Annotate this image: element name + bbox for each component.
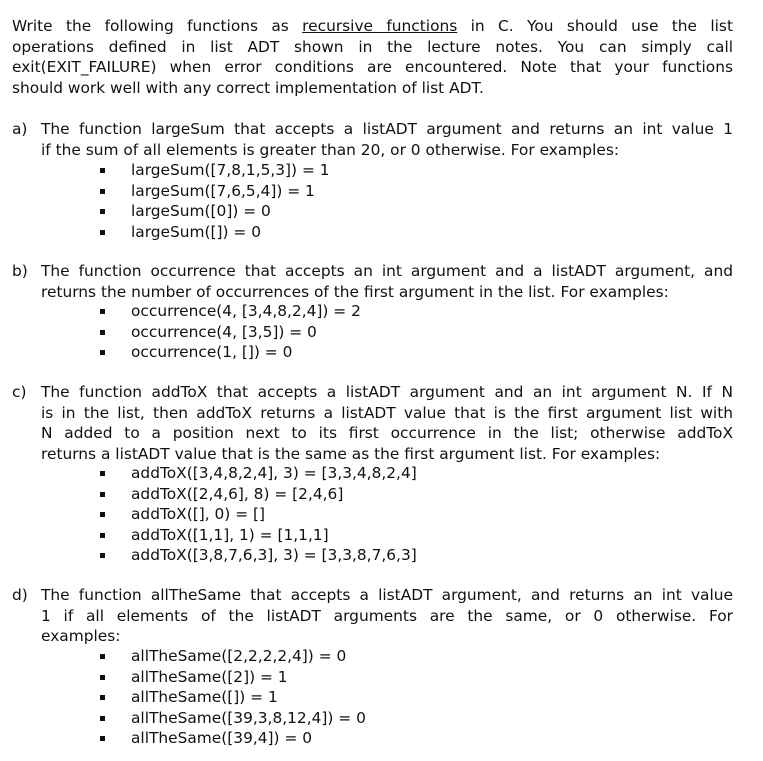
bullet-icon (100, 189, 105, 194)
bullet-icon (100, 533, 105, 538)
question-line: is in the list, then addToX returns a listADT value that is the first argument list with (41, 403, 733, 422)
question-line: 1 if all elements of the listADT arguments are the same, or 0 otherwise. For (41, 606, 733, 625)
recursive-functions-emphasis: recursive functions (302, 17, 458, 35)
bullet-icon (100, 553, 105, 558)
question-line: examples: (41, 627, 121, 645)
bullet-icon (100, 168, 105, 173)
question-line: N added to a position next to its first occurrence in the list; otherwise addToX (41, 424, 733, 442)
question-line: The function addToX that accepts a listADT argument and an int argument N. If N (41, 383, 733, 401)
bullet-icon (100, 654, 105, 659)
bullet-icon (100, 695, 105, 700)
bullet-icon (100, 209, 105, 214)
bullet-icon (100, 471, 105, 476)
question-line: The function occurrence that accepts an int argument and a listADT argument, and (41, 262, 733, 280)
question-a-text (41, 119, 733, 160)
question-d-text (41, 585, 733, 647)
question-line: returns a listADT value that is the same as the first argument list. For examples: (41, 444, 661, 463)
bullet-icon (100, 736, 105, 741)
assignment-page: Write the following functions as recursive functions in C. You should use the list operations defined in list ADT shown in the lecture notes. You can simply call exit(EXIT_FAILURE) when error conditions are encountered. Note that your functions should work well with any correct implementation of list ADT. a) The function largeSum that accepts a listADT argument and returns an int value 1 if the sum of all elements is greater than 20, or 0 otherwise. For examples: largeSum([7,8,1,5,3]) = 1 largeSum([7,6,5,4]) = 1 largeSum([0]) = 0 largeSum([]) = 0 b) The function occurrence that accepts an int argument and a listADT argument, and returns the number of occurrences of the first argument in the list. For examples: occurrence(4, [3,4,8,2,4]) = 2 occurrence(4, [3,5]) = 0 occurrence(1, []) = 0 c) The function addToX that accepts a listADT argument and an int argument N. If N is in the list, then addToX returns a listADT value that is the first argument list with N added to a position next to its first occurrence in the list; otherwise addToX returns a listADT value that is the same as the first argument list. For examples: addToX([3,4,8,2,4], 3) = [3,3,4,8,2,4] addToX([2,4,6], 8) = [2,4,6] addToX([], 0) = [] addToX([1,1], 1) = [1,1,1] addToX([3,8,7,6,3], 3) = [3,3,8,7,6,3] d) The function allTheSame that accepts a listADT argument, and returns an int value 1 if all elements of the listADT arguments are the same, or 0 otherwise. For examples: allTheSame([2,2,2,2,4]) = 0 allTheSame([2]) = 1 allTheSame([]) = 1 allTheSame([39,3,8,12,4]) = 0 allTheSame([39,4]) = 0 (12, 17, 733, 747)
question-line: The function largeSum that accepts a listADT argument and returns an int value 1 (41, 120, 733, 138)
bullet-icon (100, 512, 105, 517)
question-b-text (41, 261, 733, 302)
question-line: returns the number of occurrences of the first argument in the list. For examples: (41, 282, 669, 301)
intro-line: exit(EXIT_FAILURE) when error conditions are encountered. Note that your functions (12, 58, 733, 76)
intro-line: operations defined in list ADT shown in the lecture notes. You can simply call (12, 37, 733, 56)
intro-line: should work well with any correct implementation of list ADT. (12, 78, 484, 97)
bullet-icon (100, 716, 105, 721)
intro-line: Write the following functions as recursive functions in C. You should use the list (12, 17, 733, 35)
question-a-label: a) (12, 120, 28, 138)
bullet-icon (100, 350, 105, 355)
bullet-icon (100, 330, 105, 335)
question-d-label: d) (12, 586, 28, 604)
bullet-icon (100, 675, 105, 680)
bullet-icon (100, 492, 105, 497)
question-b-label: b) (12, 262, 28, 280)
question-line: The function allTheSame that accepts a listADT argument, and returns an int value (41, 586, 733, 604)
bullet-icon (100, 230, 105, 235)
intro-paragraph (12, 16, 733, 98)
question-c-label: c) (12, 383, 27, 401)
question-c-text (41, 382, 733, 464)
question-line: if the sum of all elements is greater than 20, or 0 otherwise. For examples: (41, 140, 620, 159)
bullet-icon (100, 309, 105, 314)
